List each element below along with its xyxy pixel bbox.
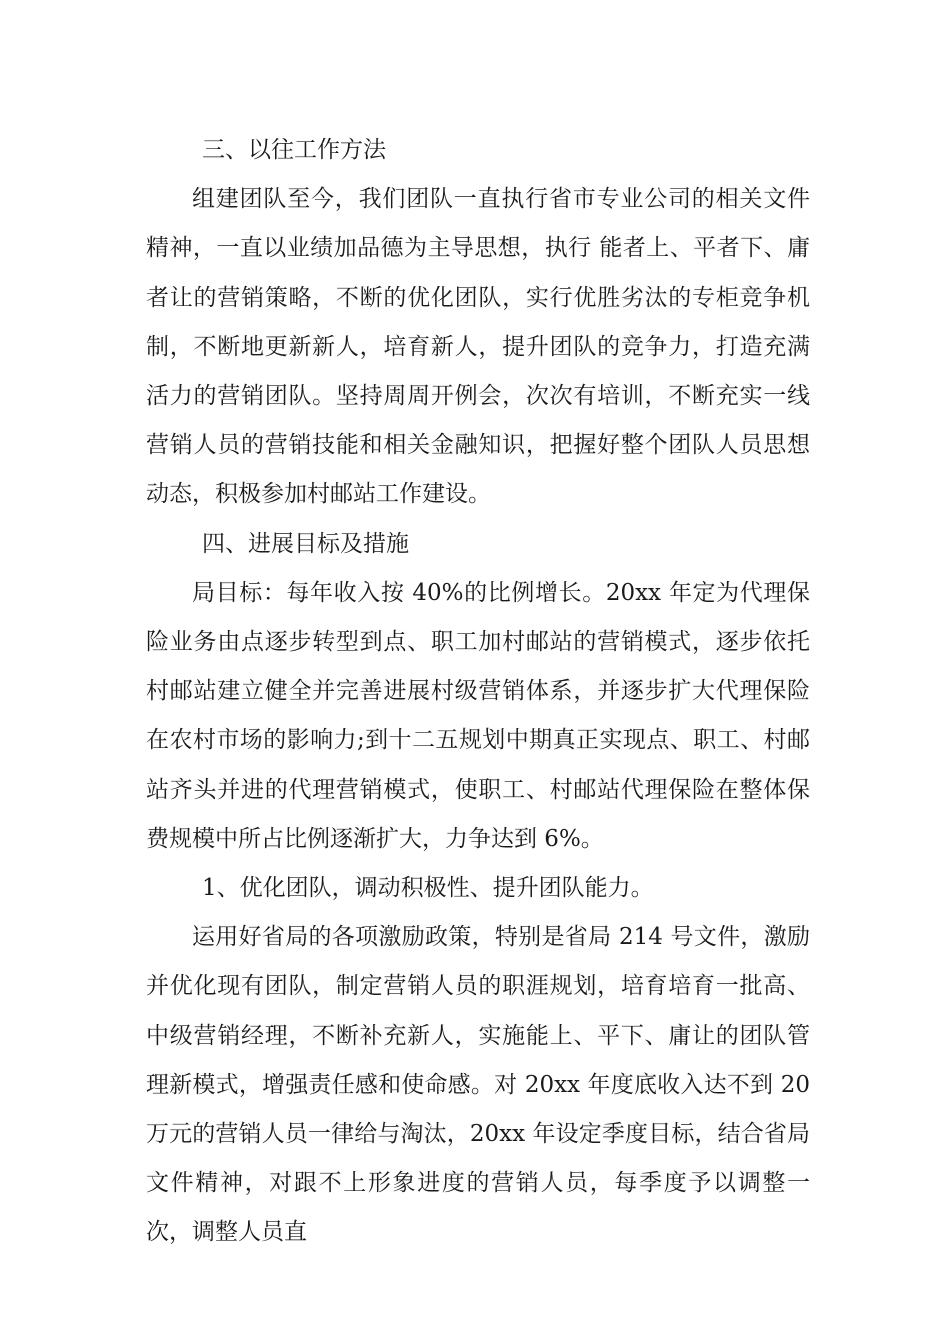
item-1-body: 运用好省局的各项激励政策，特别是省局 214 号文件，激励并优化现有团队，制定营销人员的职涯规划，培育培育一批高、中级营销经理，不断补充新人，实施能上、平下、庸让的团队管理新模式，增强责任感和使命感。对 20xx 年度底收入达不到 20 万元的营销人员一律给与淘汰，20xx 年设定季度目标，结合省局文件精神，对跟不上形象进度的营销人员，每季度予以调整一次，调整人员直: [146, 924, 810, 1246]
item-1-heading: 1、优化团队，调动积极性、提升团队能力。: [202, 875, 654, 902]
section-3-heading: 三、以往工作方法: [202, 137, 386, 163]
section-4-heading: 四、进展目标及措施: [202, 530, 409, 557]
document-body: [146, 126, 810, 1258]
section-4-goal: 局目标：每年收入按 40%的比例增长。20xx 年定为代理保险业务由点逐步转型到点、职工加村邮站的营销模式，逐步依托村邮站建立健全并完善进展村级营销体系，并逐步扩大代理保险在农村市场的影响力;到十二五规划中期真正实现点、职工、村邮站齐头并进的代理营销模式，使职工、村邮站代理保险在整体保费规模中所占比例逐渐扩大，力争达到 6%。: [146, 579, 810, 852]
section-3-body: 组建团队至今，我们团队一直执行省市专业公司的相关文件精神，一直以业绩加品德为主导思想，执行 能者上、平者下、庸者让的营销策略，不断的优化团队，实行优胜劣汰的专柜竞争机制，不断地更新新人，培育新人，提升团队的竞争力，打造充满活力的营销团队。坚持周周开例会，次次有培训，不断充实一线营销人员的营销技能和相关金融知识，把握好整个团队人员思想动态，积极参加村邮站工作建设。: [146, 186, 810, 508]
